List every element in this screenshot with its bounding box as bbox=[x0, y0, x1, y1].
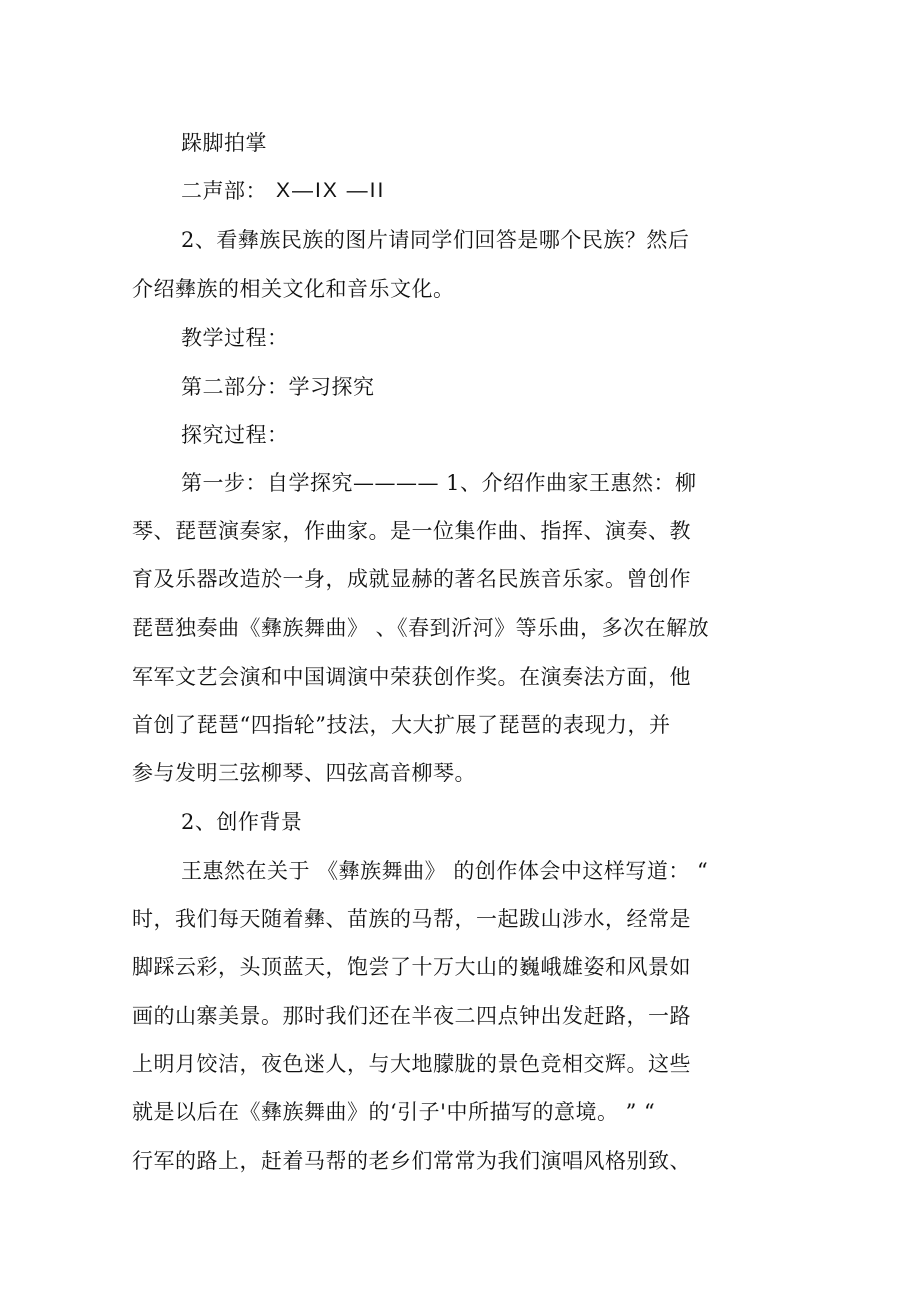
text-line-5: 教学过程： bbox=[181, 326, 289, 350]
text-line-20: 上明月饺洁，夜色迷人，与大地朦胧的景色竞相交辉。这些 bbox=[132, 1052, 691, 1076]
text-line-1: 跺脚拍掌 bbox=[181, 131, 267, 155]
text-line-6: 第二部分：学习探究 bbox=[181, 375, 375, 399]
text-line-8: 第一步：自学探究———— 1、介绍作曲家王惠然：柳 bbox=[181, 471, 697, 495]
text-line-11: 琵琶独奏曲《彝族舞曲》 、《春到沂河》等乐曲，多次在解放 bbox=[132, 616, 710, 640]
text-line-19: 画的山寨美景。那时我们还在半夜二四点钟出发赶路，一路 bbox=[132, 1004, 691, 1028]
text-line-10: 育及乐器改造於一身，成就显赫的著名民族音乐家。曾创作 bbox=[132, 567, 691, 591]
text-line-22: 行军的路上，赶着马帮的老乡们常常为我们演唱风格别致、 bbox=[132, 1149, 691, 1173]
text-line-9: 琴、琵琶演奏家，作曲家。是一位集作曲、指挥、演奏、教 bbox=[132, 519, 691, 543]
text-line-13: 首创了琵琶“四指轮”技法，大大扩展了琵琶的表现力，并 bbox=[132, 713, 671, 737]
text-line-7: 探究过程： bbox=[181, 423, 289, 447]
text-line-14: 参与发明三弦柳琴、四弦高音柳琴。 bbox=[132, 761, 476, 785]
text-line-17: 时，我们每天随着彝、苗族的马帮，一起跋山涉水，经常是 bbox=[132, 907, 691, 931]
text-line-3: 2、看彝族民族的图片请同学们回答是哪个民族？然后 bbox=[181, 228, 690, 252]
text-line-12: 军军文艺会演和中国调演中荣获创作奖。在演奏法方面，他 bbox=[132, 665, 691, 689]
text-line-16: 王惠然在关于 《彝族舞曲》 的创作体会中这样写道： “ bbox=[181, 859, 709, 883]
text-line-21: 就是以后在《彝族舞曲》的‘引子'中所描写的意境。 ” “ bbox=[132, 1100, 656, 1124]
text-line-15: 2、创作背景 bbox=[181, 810, 303, 834]
text-line-4: 介绍彝族的相关文化和音乐文化。 bbox=[132, 277, 455, 301]
text-line-18: 脚踩云彩，头顶蓝天，饱尝了十万大山的巍峨雄姿和风景如 bbox=[132, 955, 691, 979]
text-line-2: 二声部： bbox=[181, 179, 267, 203]
rhythm-notation: X—IX —II bbox=[276, 179, 386, 202]
